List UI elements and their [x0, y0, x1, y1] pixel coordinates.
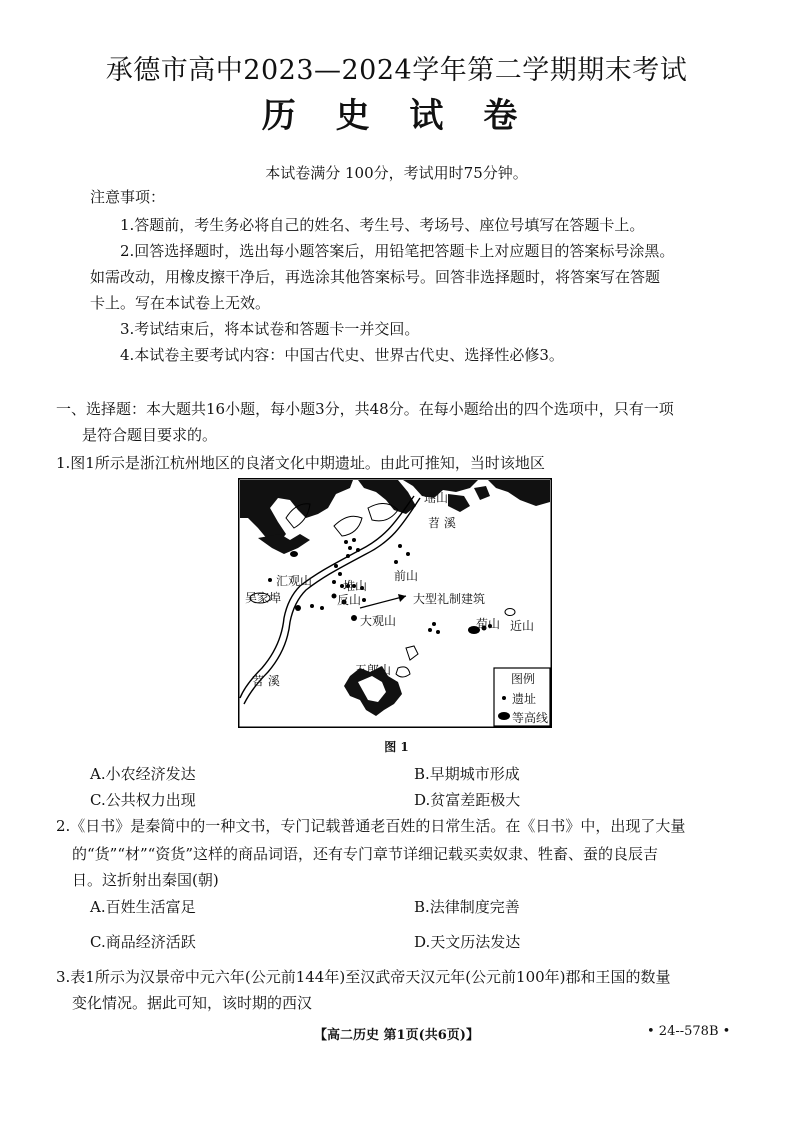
map-label: 汇观山 — [276, 574, 313, 588]
map-label: 近山 — [510, 619, 535, 633]
liangzhu-map — [238, 478, 552, 728]
map-label: 堆山 — [343, 579, 368, 593]
map-label: 瑶山 — [424, 491, 449, 505]
q2-option-d: D.天文历法发达 — [414, 933, 521, 951]
footer-page: 【高二历史 第1页(共6页)】 — [314, 1028, 479, 1043]
section-heading: 一、选择题：本大题共16小题，每小题3分，共48分。在每小题给出的四个选项中，只有一项 — [56, 400, 674, 418]
q2-option-a: A.百姓生活富足 — [90, 898, 196, 916]
section-heading-cont: 是符合题目要求的。 — [82, 426, 218, 444]
footer-code: • 24--578B • — [647, 1024, 731, 1039]
legend-contour: 等高线 — [512, 711, 549, 725]
q1-option-b: B.早期城市形成 — [414, 765, 520, 783]
q2-option-c: C.商品经济活跃 — [90, 933, 196, 951]
map-label: 大观山 — [360, 614, 397, 628]
q1-option-c: C.公共权力出现 — [90, 791, 196, 809]
q2-stem: 2.《日书》是秦简中的一种文书，专门记载普通老百姓的日常生活。在《日书》中，出现了大量 — [56, 817, 686, 835]
q2-option-b: B.法律制度完善 — [414, 898, 520, 916]
q1-option-d: D.贫富差距极大 — [414, 791, 521, 809]
q1-stem: 1.图1所示是浙江杭州地区的良渚文化中期遗址。由此可推知，当时该地区 — [56, 454, 545, 472]
figure-caption: 图 1 — [384, 740, 409, 754]
q3-stem: 3.表1所示为汉景帝中元六年(公元前144年)至汉武帝天汉元年(公元前100年)郡和王国的数量 — [56, 968, 671, 986]
q2-stem: 日。这折射出秦国(朝) — [72, 871, 219, 889]
q2-stem: 的“货”“材”“资货”这样的商品词语，还有专门章节详细记载买卖奴隶、牲畜、蚕的良辰吉 — [72, 845, 659, 863]
note-line: 卡上。写在本试卷上无效。 — [90, 294, 271, 312]
q1-option-a: A.小农经济发达 — [90, 765, 196, 783]
subject-title: 历 史 试 卷 — [261, 96, 532, 136]
note-line: 1.答题前，考生务必将自己的姓名、考生号、考场号、座位号填写在答题卡上。 — [120, 216, 645, 234]
note-line: 2.回答选择题时，选出每小题答案后，用铅笔把答题卡上对应题目的答案标号涂黑。 — [120, 242, 675, 260]
note-line: 如需改动，用橡皮擦干净后，再选涂其他答案标号。回答非选择题时，将答案写在答题 — [90, 268, 661, 286]
legend-title: 图例 — [511, 672, 536, 686]
note-line: 3.考试结束后，将本试卷和答题卡一并交回。 — [120, 320, 420, 338]
map-label: 吴家埠 — [245, 591, 282, 605]
q3-stem: 变化情况。据此可知，该时期的西汉 — [72, 994, 313, 1012]
map-label: 前山 — [394, 569, 419, 583]
exam-title: 承德市高中2023—2024学年第二学期期末考试 — [105, 55, 688, 86]
map-label: 五郎山 — [355, 663, 392, 677]
map-label: 荀山 — [476, 617, 501, 631]
map-label: 苕 溪 — [428, 516, 456, 530]
exam-info: 本试卷满分 100分，考试用时75分钟。 — [265, 164, 528, 182]
map-label: 大型礼制建筑 — [413, 592, 486, 606]
note-line: 4.本试卷主要考试内容：中国古代史、世界古代史、选择性必修3。 — [120, 346, 564, 364]
legend-site: 遗址 — [512, 692, 537, 706]
notes-heading: 注意事项： — [90, 188, 166, 206]
map-label: 苕 溪 — [252, 674, 280, 688]
map-label: 反山 — [337, 593, 362, 607]
